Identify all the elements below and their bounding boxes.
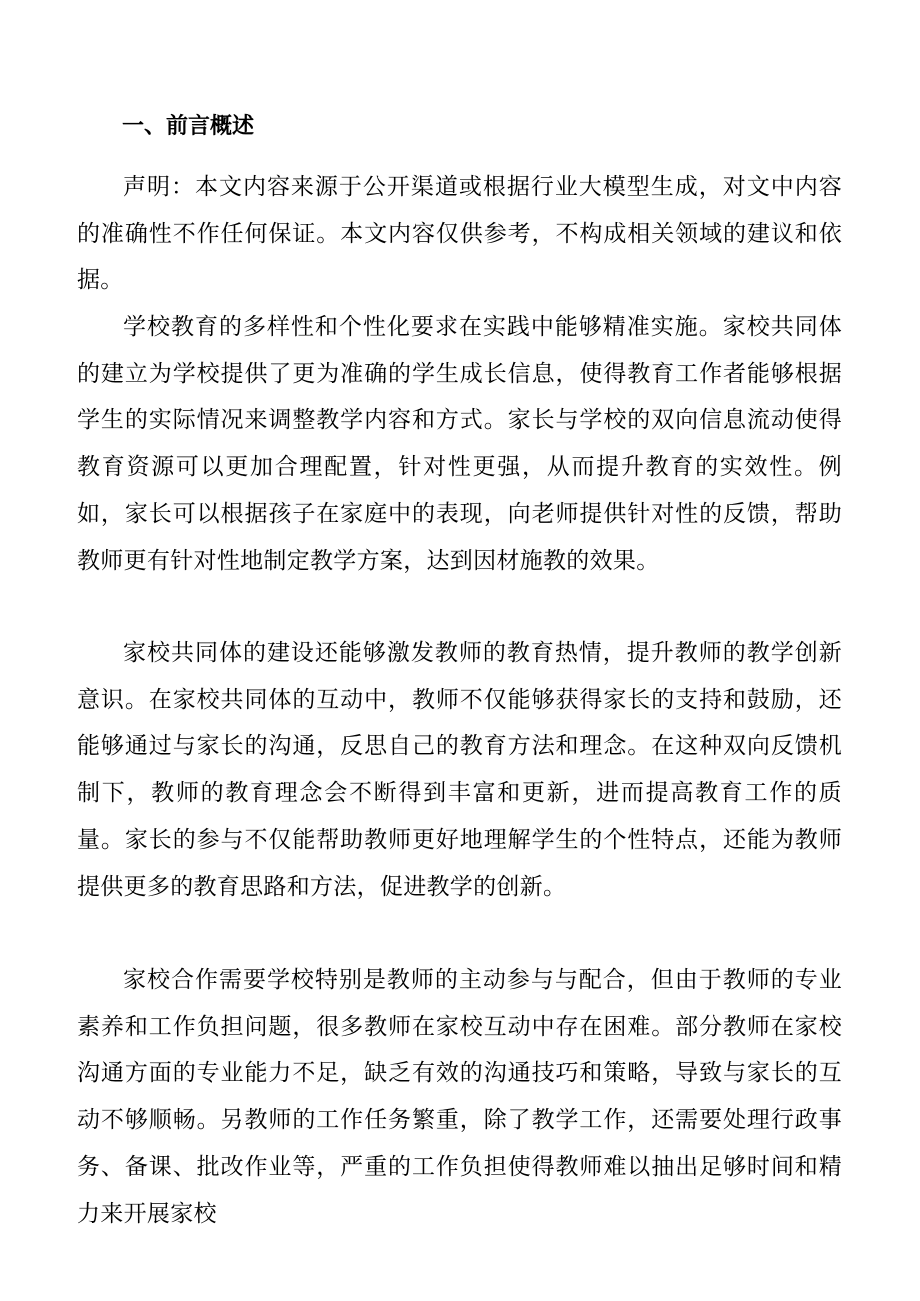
disclaimer-paragraph: 声明：本文内容来源于公开渠道或根据行业大模型生成，对文中内容的准确性不作任何保证。本文内容仅供参考，不构成相关领域的建议和依据。 — [77, 174, 842, 294]
section-heading: 一、前言概述 — [122, 114, 255, 139]
body-paragraph: 家校合作需要学校特别是教师的主动参与与配合，但由于教师的专业素养和工作负担问题，很多教师在家校互动中存在困难。部分教师在家校沟通方面的专业能力不足，缺乏有效的沟通技巧和策略，导致与家长的互动不够顺畅。另教师的工作任务繁重，除了教学工作，还需要处理行政事务、备课、批改作业等，严重的工作负担使得教师难以抽出足够时间和精力来开展家校 — [77, 967, 842, 1227]
body-paragraph: 学校教育的多样性和个性化要求在实践中能够精准实施。家校共同体的建立为学校提供了更为准确的学生成长信息，使得教育工作者能够根据学生的实际情况来调整教学内容和方式。家长与学校的双向信息流动使得教育资源可以更加合理配置，针对性更强，从而提升教育的实效性。例如，家长可以根据孩子在家庭中的表现，向老师提供针对性的反馈，帮助教师更有针对性地制定教学方案，达到因材施教的效果。 — [77, 314, 842, 574]
body-paragraph: 家校共同体的建设还能够激发教师的教育热情，提升教师的教学创新意识。在家校共同体的互动中，教师不仅能够获得家长的支持和鼓励，还能够通过与家长的沟通，反思自己的教育方法和理念。在这种双向反馈机制下，教师的教育理念会不断得到丰富和更新，进而提高教育工作的质量。家长的参与不仅能帮助教师更好地理解学生的个性特点，还能为教师提供更多的教育思路和方法，促进教学的创新。 — [77, 640, 842, 900]
